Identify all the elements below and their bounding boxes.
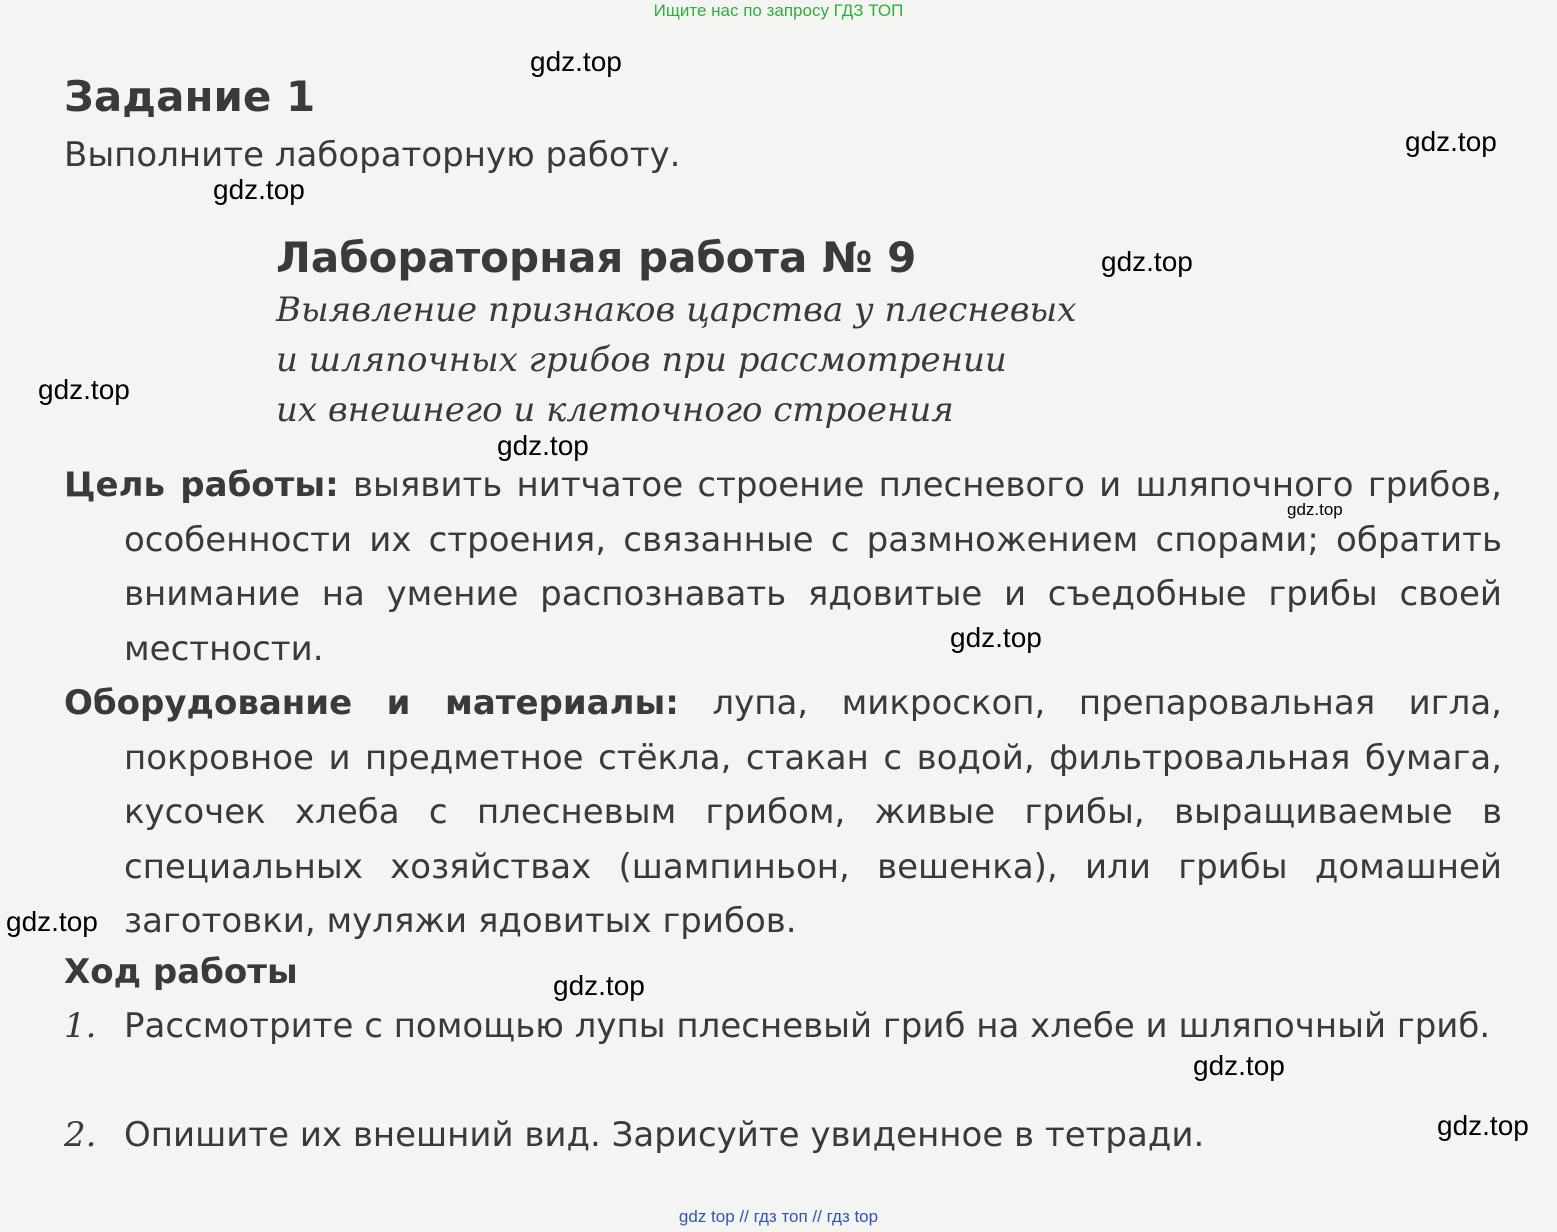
watermark: gdz.top (950, 622, 1042, 653)
bottom-banner: gdz top // гдз топ // гдз top (678, 1207, 879, 1226)
watermark: gdz.top (1405, 126, 1497, 157)
lab-subtitle-line-2: и шляпочных грибов при рассмотрении (276, 340, 1007, 380)
procedure-step (64, 1108, 1502, 1163)
step-number: 2. (64, 1115, 97, 1155)
watermark: gdz.top (530, 46, 622, 77)
watermark: gdz.top (6, 906, 98, 937)
step-number: 1. (64, 1006, 97, 1046)
equipment-paragraph (64, 676, 1502, 949)
goal-paragraph (64, 458, 1502, 676)
watermark: gdz.top (38, 374, 130, 405)
procedure-heading: Ход работы (64, 952, 298, 992)
procedure-step (64, 999, 1502, 1054)
step-text: Опишите их внешний вид. Зарисуйте увиденное в тетради. (124, 1115, 1205, 1155)
top-banner: Ищите нас по запросу ГДЗ ТОП (653, 1, 904, 20)
equipment-text: лупа, микроскоп, препаровальная игла, покровное и предметное стёкла, стакан с водой, фильтровальная бумага, кусочек хлеба с плесневым грибом, живые грибы, выращиваемые в специальных хозяйствах (шампиньон, вешенка), или грибы домашней заготовки, муляжи ядовитых грибов. (124, 683, 1502, 941)
goal-text: выявить нитчатое строение плесневого и шляпочного грибов, особенности их строения, связанные с размножением спорами; обратить внимание на умение распознавать ядовитые и съедобные грибы своей местности. (124, 465, 1502, 669)
lab-title: Лабораторная работа № 9 (276, 233, 917, 282)
watermark: gdz.top (1437, 1110, 1529, 1141)
watermark: gdz.top (553, 970, 645, 1001)
task-instruction: Выполните лабораторную работу. (64, 135, 681, 175)
lab-subtitle-line-1: Выявление признаков царства у плесневых (276, 290, 1077, 330)
watermark: gdz.top (497, 430, 589, 461)
watermark: gdz.top (1193, 1050, 1285, 1081)
equipment-label: Оборудование и материалы: (64, 683, 679, 723)
watermark: gdz.top (1287, 500, 1343, 519)
watermark: gdz.top (1101, 246, 1193, 277)
lab-subtitle-line-3: их внешнего и клеточного строения (276, 390, 954, 430)
step-text: Рассмотрите с помощью лупы плесневый гриб на хлебе и шляпочный гриб. (124, 1006, 1491, 1046)
task-title: Задание 1 (64, 72, 316, 121)
goal-label: Цель работы: (64, 465, 339, 505)
watermark: gdz.top (213, 174, 305, 205)
